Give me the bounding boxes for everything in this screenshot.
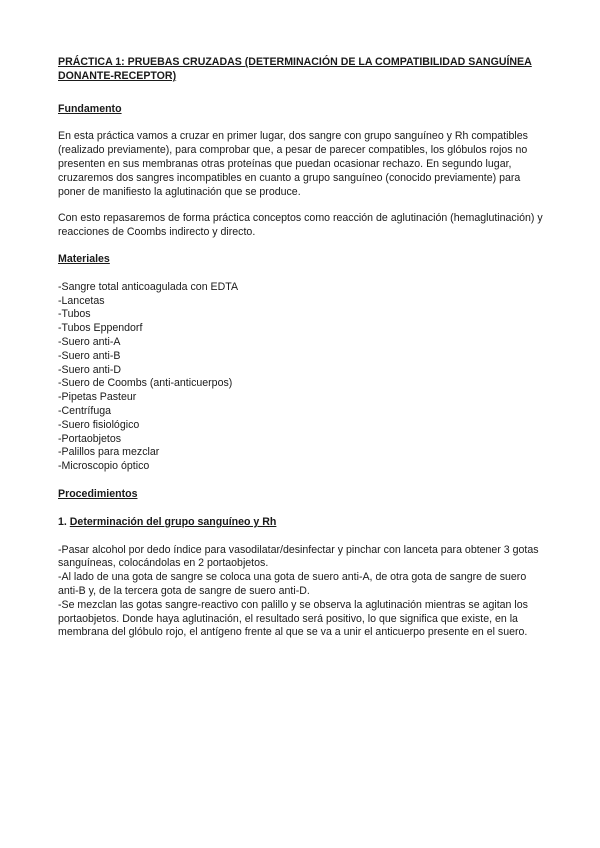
- step-1-instructions: [58, 544, 544, 641]
- document-page: [58, 56, 544, 640]
- list-item: -Suero anti-B: [58, 349, 121, 362]
- instruction-line: -Al lado de una gota de sangre se coloca una gota de suero anti-A, de otra gota de sangre de suero anti-B y, de la tercera gota de sangre de suero anti-D.: [58, 571, 527, 597]
- materials-list: [58, 281, 544, 474]
- list-item: -Tubos: [58, 308, 91, 321]
- heading-fundamento: Fundamento: [58, 102, 122, 115]
- list-item: -Suero anti-A: [58, 335, 121, 348]
- list-item: -Lancetas: [58, 294, 105, 307]
- list-item: -Sangre total anticoagulada con EDTA: [58, 280, 239, 293]
- list-item: -Suero fisiológico: [58, 418, 140, 431]
- list-item: -Suero de Coombs (anti-anticuerpos): [58, 377, 233, 390]
- step-number: 1.: [58, 515, 70, 528]
- subheading-step-1: [58, 516, 544, 530]
- document-title: PRÁCTICA 1: PRUEBAS CRUZADAS (DETERMINACIÓN DE LA COMPATIBILIDAD SANGUÍNEA DONANTE-RECEPTOR): [58, 56, 532, 82]
- instruction-line: -Pasar alcohol por dedo índice para vasodilatar/desinfectar y pinchar con lanceta para obtener 3 gotas sanguíneas, colocándolas en 2 portaobjetos.: [58, 543, 539, 570]
- step-title: Determinación del grupo sanguíneo y Rh: [69, 515, 277, 528]
- list-item: -Microscopio óptico: [58, 460, 150, 473]
- list-item: -Pipetas Pasteur: [58, 391, 137, 404]
- paragraph: Con esto repasaremos de forma práctica conceptos como reacción de aglutinación (hemaglutinación) y reacciones de Coombs indirecto y directo.: [58, 212, 543, 239]
- list-item: -Suero anti-D: [58, 363, 121, 376]
- list-item: -Palillos para mezclar: [58, 446, 160, 459]
- instruction-line: -Se mezclan las gotas sangre-reactivo con palillo y se observa la aglutinación mientras se agitan los portaobjetos. Donde haya aglutinación, el resultado será positivo, lo que significa que existe, en la membrana del glóbulo rojo, el antígeno frente al que se va a unir el anticuerpo presente en el suero.: [58, 598, 528, 639]
- paragraph: En esta práctica vamos a cruzar en primer lugar, dos sangre con grupo sanguíneo y Rh compatibles (realizado previamente), para comprobar que, a pesar de parecer compatibles, los glóbulos rojos no presenten en sus membranas otras proteínas que puedan ocasionar rechazo. En segundo lugar, cruzaremos dos sangres incompatibles en cuanto a grupo sanguíneo (conocido previamente) para poner de manifiesto la aglutinación que se produce.: [58, 130, 528, 198]
- list-item: -Tubos Eppendorf: [58, 322, 143, 335]
- heading-procedimientos: Procedimientos: [58, 487, 138, 500]
- list-item: -Centrífuga: [58, 404, 111, 417]
- heading-materiales: Materiales: [58, 252, 110, 265]
- list-item: -Portaobjetos: [58, 432, 122, 445]
